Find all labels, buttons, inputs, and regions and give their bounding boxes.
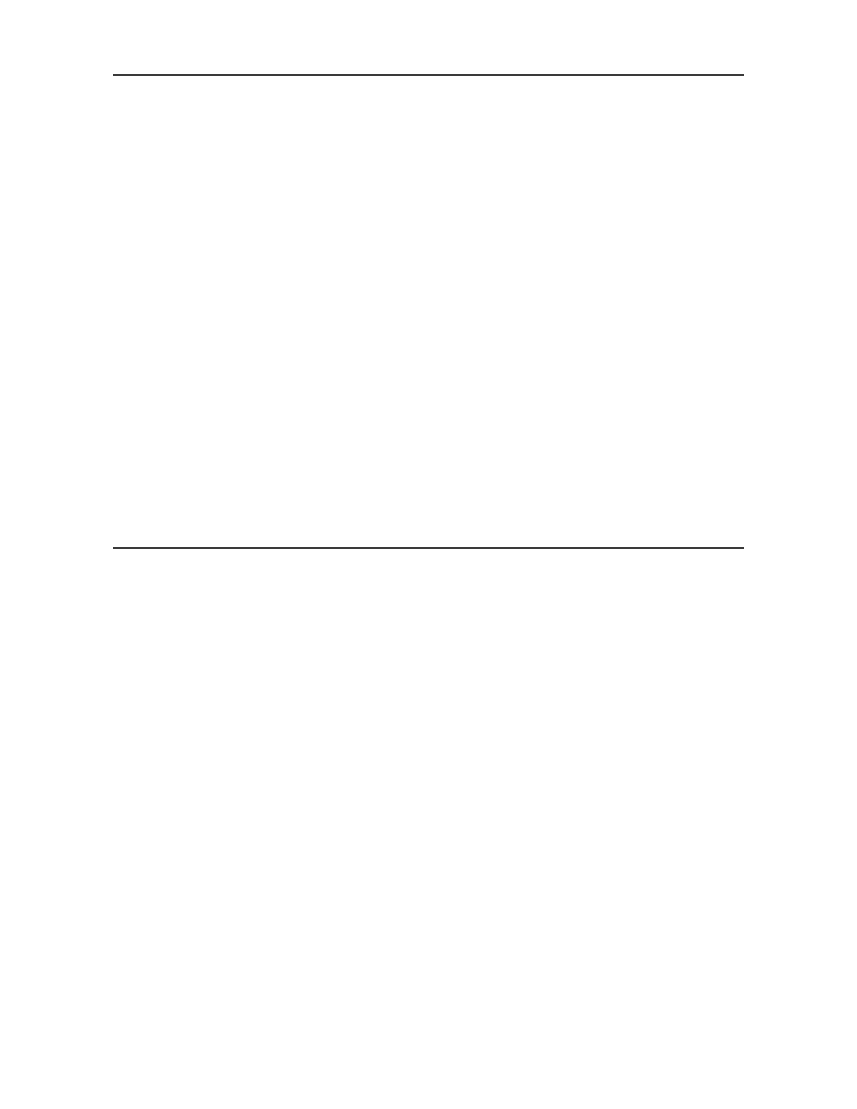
protocol-table-continued	[113, 74, 744, 76]
protocol-table-brain-axial	[113, 547, 744, 549]
